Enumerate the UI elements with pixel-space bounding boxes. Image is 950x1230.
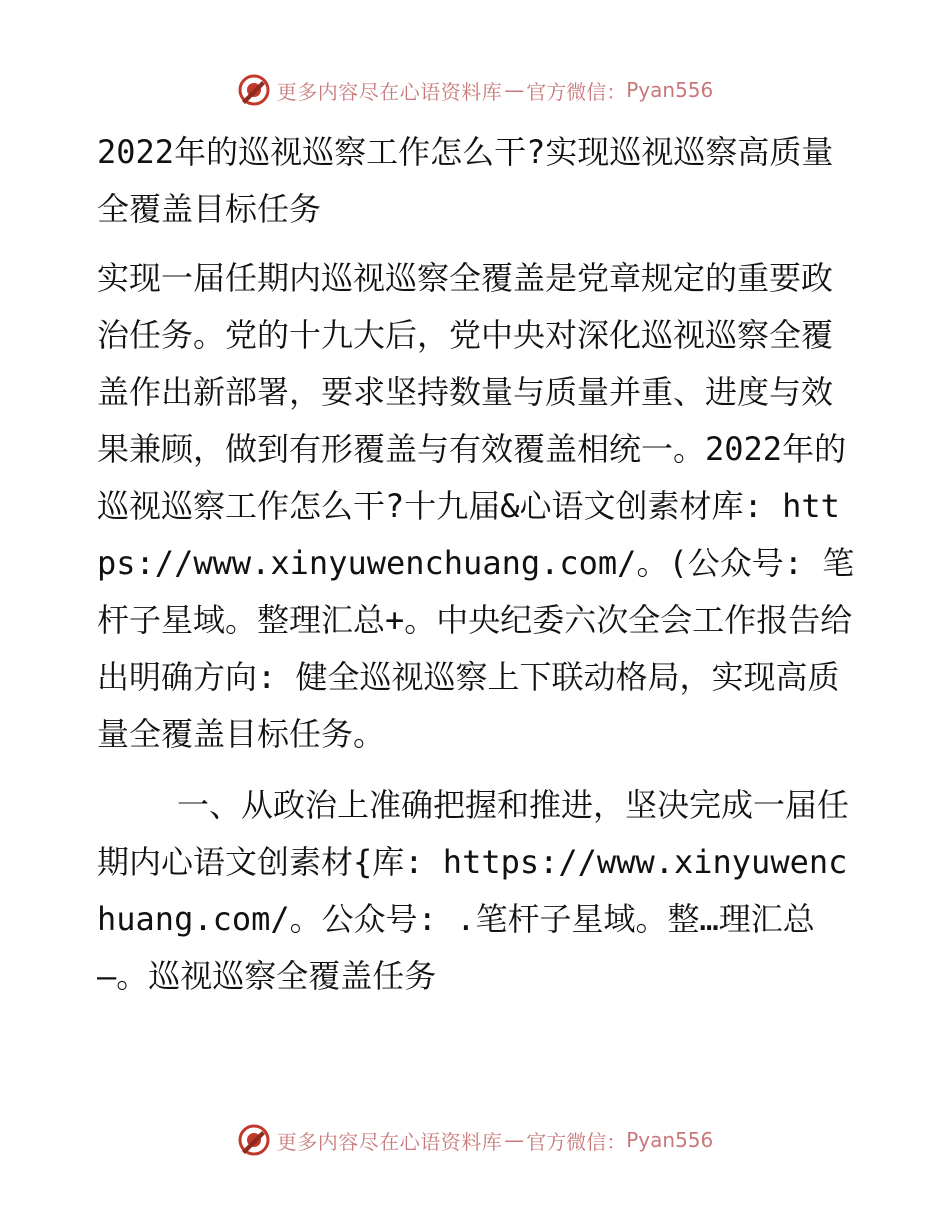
paragraph-1: 实现一届任期内巡视巡察全覆盖是党章规定的重要政治任务。党的十九大后，党中央对深化巡视巡察全覆盖作出新部署，要求坚持数量与质量并重、进度与效果兼顾，做到有形覆盖与有效覆盖相统一。2022年的巡视巡察工作怎么干?十九届&心语文创素材库: https://www.xinyuwenchuang.com/。(公众号: 笔杆子星域。整理汇总+。中央纪委六次全会工作报告给出明确方向: 健全巡视巡察上下联动格局，实现高质量全覆盖目标任务。 [97,259,855,753]
header-contact-id: Pyan556 [626,78,714,102]
footer-banner [0,1120,950,1160]
header-contact-label: 官方微信： [526,79,627,104]
header-banner-text: 更多内容尽在心语资料库 [276,79,503,104]
logo-icon [237,1123,271,1157]
footer-banner-text: 更多内容尽在心语资料库 [276,1129,503,1154]
footer-contact-id: Pyan556 [626,1128,714,1152]
header-banner [0,70,950,110]
paragraph-2: 一、从政治上准确把握和推进，坚决完成一届任期内心语文创素材{库: https://www.xinyuwenchuang.com/。公众号: .笔杆子星域。整…理汇总—。巡视巡察全覆盖任务 [97,786,850,995]
document-body [97,124,857,1005]
header-separator: — [504,78,525,102]
footer-contact-label: 官方微信： [526,1129,627,1154]
document-title: 2022年的巡视巡察工作怎么干?实现巡视巡察高质量全覆盖目标任务 [97,133,834,228]
footer-separator: — [504,1128,525,1152]
logo-icon [237,73,271,107]
